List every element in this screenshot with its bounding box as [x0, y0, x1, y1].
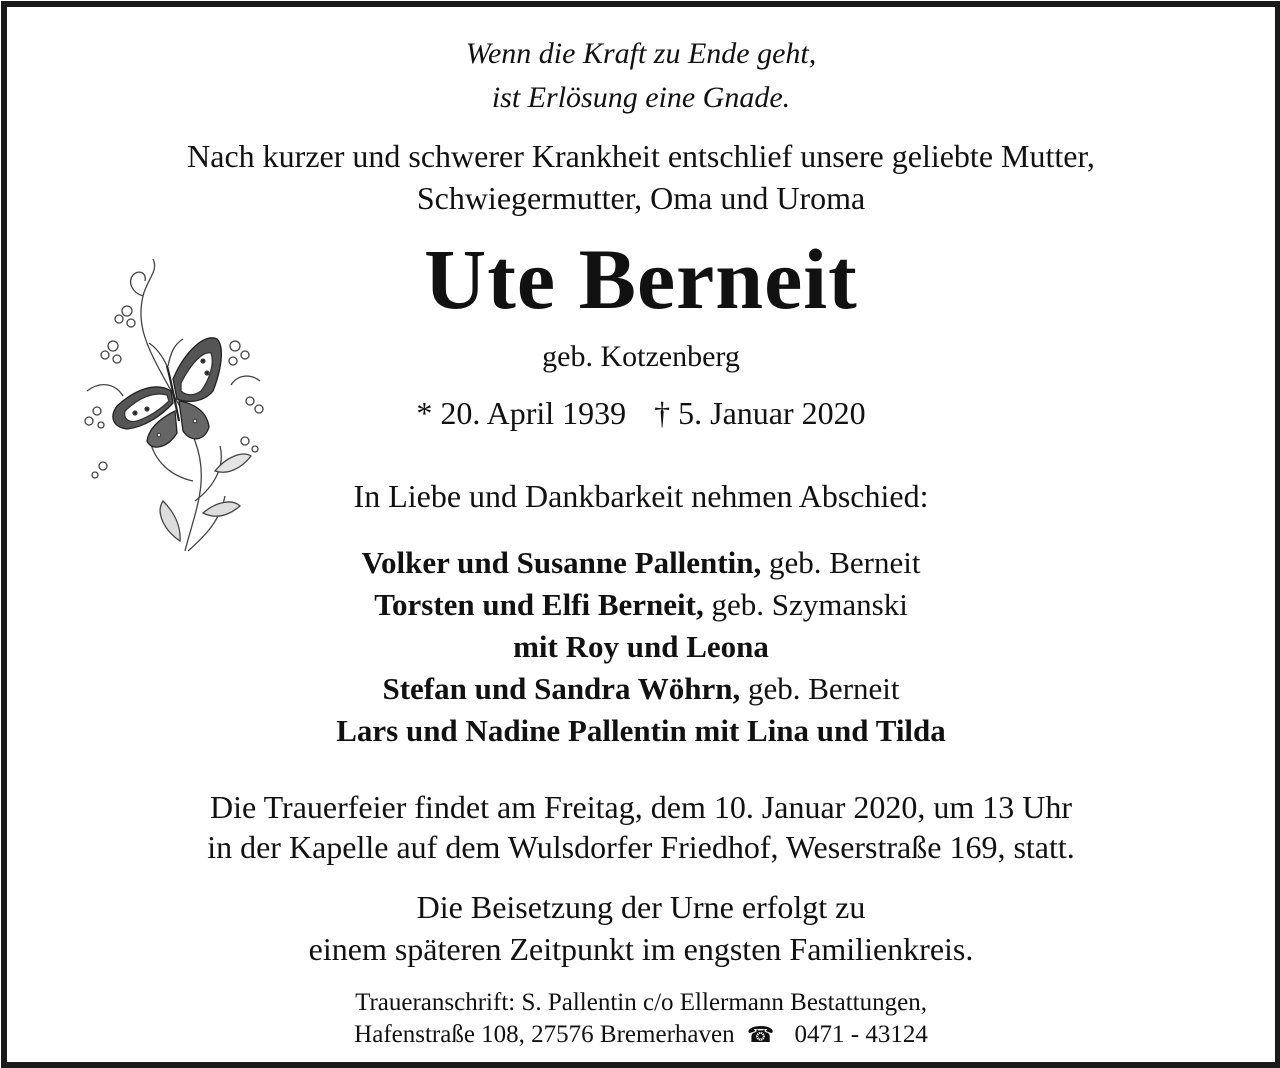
- family-line: [7, 713, 1275, 749]
- urn-line-2: einem späteren Zeitpunkt im engsten Familienkreis.: [308, 931, 974, 967]
- address-line-2: [7, 1021, 1275, 1049]
- intro-line-2: Schwiegermutter, Oma und Uroma: [416, 180, 866, 216]
- ceremony-line-2: in der Kapelle auf dem Wulsdorfer Friedhof, Weserstraße 169, statt.: [207, 829, 1075, 865]
- motto-line-1: Wenn die Kraft zu Ende geht,: [465, 37, 817, 70]
- family-line: [7, 671, 1275, 707]
- address-line-1: Traueranschrift: S. Pallentin c/o Ellermann Bestattungen,: [355, 989, 927, 1016]
- family-note: geb. Berneit: [761, 545, 921, 580]
- family-names: mit Roy und Leona: [513, 629, 769, 664]
- family-line: [7, 587, 1275, 623]
- address-street: Hafenstraße 108, 27576 Bremerhaven: [354, 1021, 735, 1048]
- ceremony-line-1: Die Trauerfeier findet am Freitag, dem 10. Januar 2020, um 13 Uhr: [209, 789, 1072, 825]
- butterfly-flower-icon: [75, 251, 295, 561]
- birth-date: * 20. April 1939: [416, 395, 627, 431]
- deceased-name: Ute Berneit: [424, 231, 858, 327]
- family-note: geb. Szymanski: [703, 587, 908, 622]
- family-names: Torsten und Elfi Berneit,: [374, 587, 704, 622]
- intro-line-1: Nach kurzer und schwerer Krankheit entschlief unsere geliebte Mutter,: [187, 138, 1095, 174]
- urn-line-1: Die Beisetzung der Urne erfolgt zu: [416, 889, 866, 925]
- death-date: † 5. Januar 2020: [654, 395, 866, 431]
- motto-line-2: ist Erlösung eine Gnade.: [491, 81, 791, 114]
- family-line: [7, 629, 1275, 665]
- maiden-name: geb. Kotzenberg: [542, 340, 740, 373]
- phone-icon: ☎: [746, 1022, 775, 1047]
- family-note: geb. Berneit: [740, 671, 900, 706]
- address-phone: 0471 - 43124: [794, 1021, 928, 1048]
- obituary-frame: [1, 1, 1280, 1068]
- family-names: Lars und Nadine Pallentin mit Lina und Tilda: [336, 713, 946, 748]
- farewell-text: In Liebe und Dankbarkeit nehmen Abschied:: [353, 478, 929, 514]
- family-names: Volker und Susanne Pallentin,: [361, 545, 762, 580]
- family-names: Stefan und Sandra Wöhrn,: [382, 671, 741, 706]
